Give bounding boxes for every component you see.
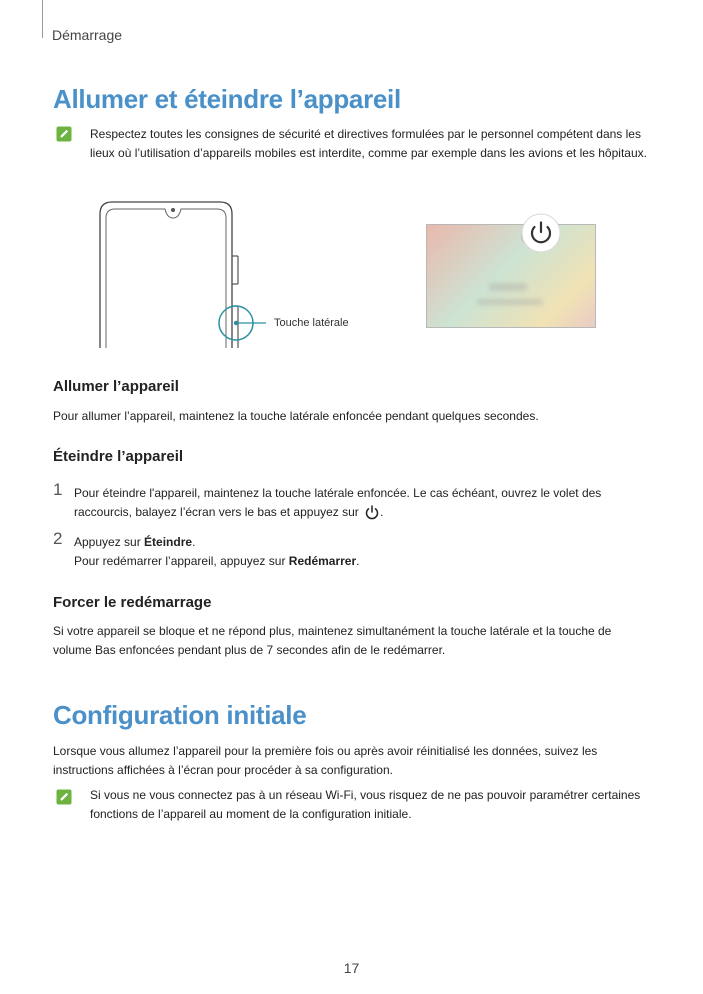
power-off-option: Éteindre (144, 535, 193, 549)
step-2-text (74, 533, 634, 552)
force-restart-text: Si votre appareil se bloque et ne répond plus, maintenez simultanément la touche latérale et la touche de volume Bas enfoncées pendant plus de 7 secondes afin de le redémarrer. (53, 624, 612, 657)
section-title-setup: Configuration initiale (53, 700, 307, 730)
heading-power-off: Éteindre l’appareil (53, 448, 184, 465)
step-1-body: Pour éteindre l'appareil, maintenez la touche latérale enfoncée. Le cas échéant, ouvrez le volet des raccourcis, balayez l’écran vers le bas et appuyez sur (74, 486, 602, 519)
note-pencil-icon (56, 789, 72, 805)
restart-option: Redémarrer (288, 554, 357, 568)
heading-power-on: Allumer l’appareil (53, 378, 179, 395)
page-number: 17 (343, 960, 360, 976)
power-on-text: Pour allumer l’appareil, maintenez la touche latérale enfoncée pendant quelques secondes. (53, 409, 539, 423)
header-rule (42, 0, 43, 38)
heading-force-restart: Forcer le redémarrage (53, 594, 212, 611)
step-2-sub-suffix: . (356, 554, 360, 568)
power-menu-screen (426, 224, 596, 328)
blurred-date (477, 299, 543, 305)
side-key-label: Touche latérale (274, 317, 349, 329)
step-number-1: 1 (53, 480, 63, 499)
step-2-prefix: Appuyez sur (74, 535, 145, 549)
step-2-sub-prefix: Pour redémarrer l’appareil, appuyez sur (74, 554, 289, 568)
power-icon[interactable] (520, 212, 562, 254)
note-pencil-icon (56, 126, 72, 142)
note-text-wifi: Si vous ne vous connectez pas à un réseau Wi-Fi, vous risquez de ne pas pouvoir paramétrer certaines fonctions de l’appareil au moment de la configuration initiale. (90, 788, 641, 821)
power-icon-inline (364, 504, 380, 520)
setup-text: Lorsque vous allumez l’appareil pour la première fois ou après avoir réinitialisé les données, suivez les instructions affichées à l’écran pour procéder à sa configuration. (53, 744, 598, 777)
step-1-text (74, 484, 634, 522)
note-text-safety: Respectez toutes les consignes de sécurité et directives formulées par le personnel compétent dans les lieux où l’utilisation d’appareils mobiles est interdite, comme par exemple dans les avions et les hôpitaux. (90, 127, 647, 160)
step-1-end: . (380, 505, 384, 519)
phone-illustration (96, 200, 266, 348)
section-title-power: Allumer et éteindre l’appareil (53, 84, 401, 114)
section-header: Démarrage (52, 27, 123, 43)
step-number-2: 2 (53, 529, 63, 548)
step-2-suffix: . (192, 535, 196, 549)
step-2-subtext (74, 552, 634, 571)
blurred-time (489, 283, 527, 291)
